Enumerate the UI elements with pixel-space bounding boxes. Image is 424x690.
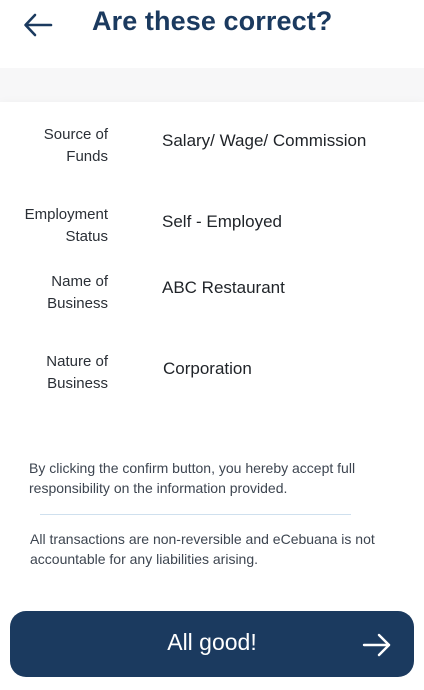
page-title: Are these correct? (92, 6, 333, 36)
detail-label: Nature of Business (46, 353, 108, 392)
detail-value: Corporation (163, 359, 252, 378)
arrow-left-icon (22, 8, 56, 42)
header (0, 0, 424, 68)
detail-label: Employment Status (24, 206, 108, 245)
detail-value: Salary/ Wage/ Commission (162, 131, 367, 150)
divider (40, 514, 351, 515)
non-reversible-notice: All transactions are non-reversible and eCebuana is not accountable for any liabilities arising. (30, 531, 375, 567)
confirm-button-label: All good! (167, 629, 257, 655)
back-button[interactable] (22, 8, 56, 42)
detail-label: Source of Funds (43, 126, 108, 165)
detail-value: ABC Restaurant (162, 278, 285, 297)
detail-label: Name of Business (47, 273, 108, 312)
responsibility-notice: By clicking the confirm button, you hereby accept full responsibility on the information provided. (29, 460, 356, 496)
details-card (0, 102, 424, 422)
confirm-button[interactable] (10, 611, 414, 677)
detail-value: Self - Employed (162, 212, 282, 231)
arrow-right-icon (362, 631, 392, 659)
header-spacer (0, 68, 424, 102)
